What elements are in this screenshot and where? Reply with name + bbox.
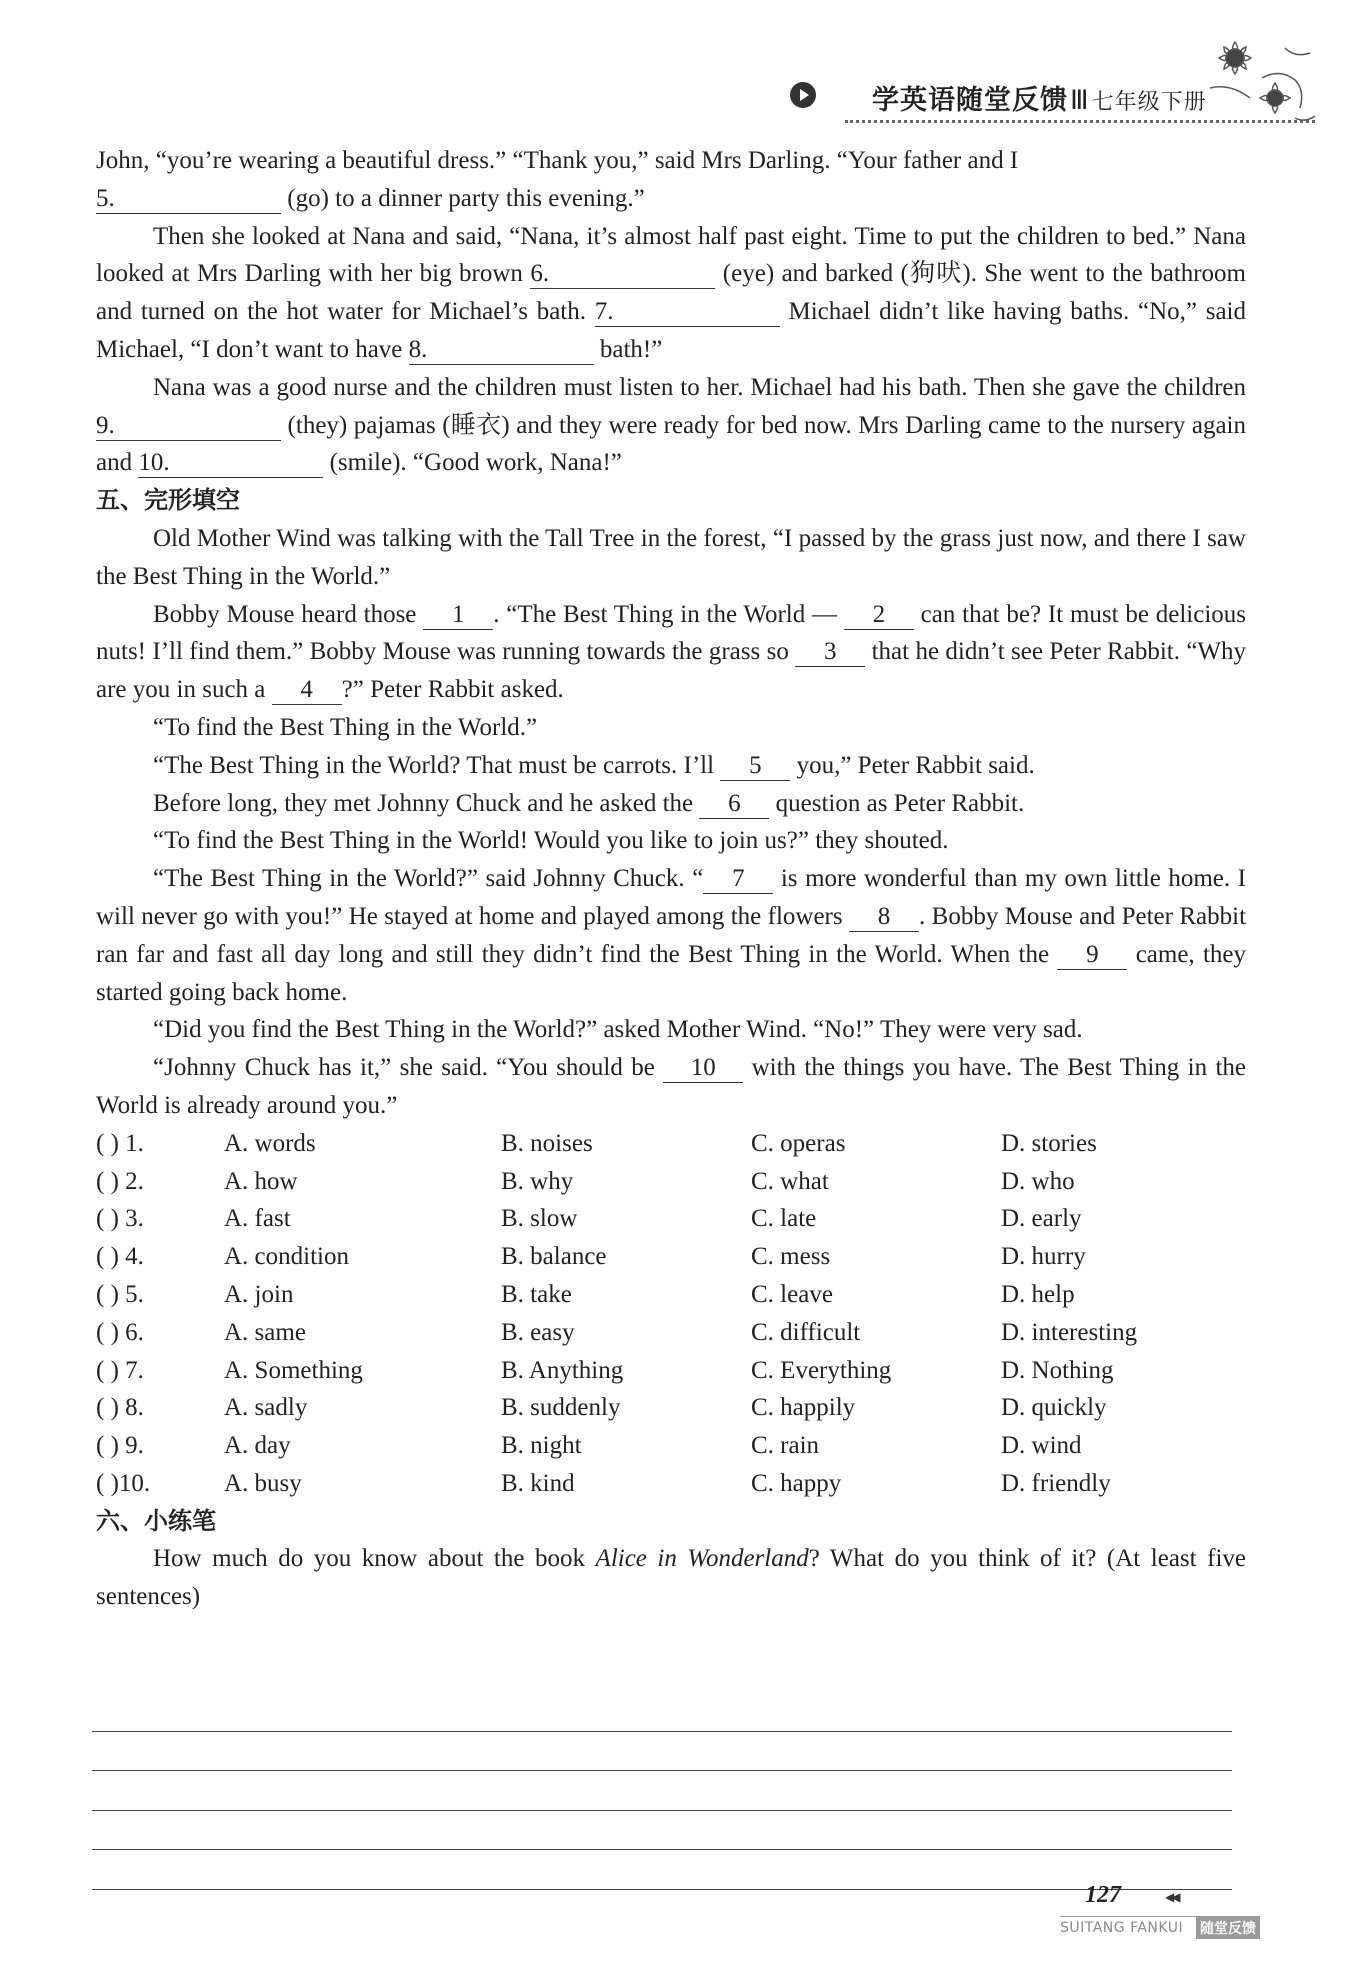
answer-slot[interactable]: ( ) 2. <box>96 1167 144 1195</box>
answer-slot[interactable]: ( ) 7. <box>96 1356 144 1384</box>
option-c[interactable]: C. happily <box>751 1394 856 1422</box>
option-d[interactable]: D. quickly <box>1001 1394 1107 1422</box>
section5-title: 五、完形填空 <box>96 486 240 515</box>
answer-slot[interactable]: ( ) 8. <box>96 1394 144 1422</box>
blank-6[interactable]: 6. <box>530 260 715 289</box>
cloze-blank-10[interactable]: 10 <box>663 1054 743 1083</box>
option-row-2 <box>96 1163 1246 1201</box>
option-a[interactable]: A. busy <box>224 1469 302 1497</box>
option-a[interactable]: A. how <box>224 1167 298 1195</box>
answer-slot[interactable]: ( ) 4. <box>96 1243 144 1271</box>
option-d[interactable]: D. help <box>1001 1280 1075 1308</box>
cloze-paragraph8: “Did you find the Best Thing in the World?” asked Mother Wind. “No!” They were very sad. <box>153 1016 1083 1044</box>
writing-line[interactable] <box>92 1811 1232 1851</box>
option-row-1 <box>96 1125 1246 1163</box>
option-b[interactable]: B. take <box>501 1280 572 1308</box>
blank-7[interactable]: 7. <box>595 298 780 327</box>
option-row-4 <box>96 1238 1246 1276</box>
passage4-paragraph2: Then she looked at Nana and said, “Nana, it’s almost half past eight. Time to put the children to bed.” Nana looked at Mrs Darling with her big brown 6. (eye) and barked (狗吠). She went to the bathroom and turned on the hot water for Michael’s bath. 7. Michael didn’t like having baths. “No,” said Michael, “I don’t want to have 8. bath!” <box>96 222 1247 363</box>
option-a[interactable]: A. condition <box>224 1243 349 1271</box>
option-row-8 <box>96 1389 1246 1427</box>
blank-8[interactable]: 8. <box>409 336 594 365</box>
option-d[interactable]: D. Nothing <box>1001 1356 1114 1384</box>
option-c[interactable]: C. happy <box>751 1469 842 1497</box>
cloze-blank-4[interactable]: 4 <box>272 676 342 705</box>
cloze-paragraph1: Old Mother Wind was talking with the Tall Tree in the forest, “I passed by the grass just now, and there I saw the Best Thing in the World.” <box>96 524 1246 590</box>
option-c[interactable]: C. Everything <box>751 1356 892 1384</box>
writing-line[interactable] <box>92 1732 1232 1772</box>
writing-area[interactable] <box>92 1692 1232 1890</box>
option-b[interactable]: B. noises <box>501 1129 593 1157</box>
writing-line[interactable] <box>92 1850 1232 1890</box>
option-b[interactable]: B. night <box>501 1432 582 1460</box>
cloze-blank-7[interactable]: 7 <box>703 865 773 894</box>
footer-english: SUITANG FANKUI <box>1060 1920 1184 1936</box>
cloze-paragraph6: “To find the Best Thing in the World! Would you like to join us?” they shouted. <box>153 827 949 855</box>
option-c[interactable]: C. late <box>751 1205 817 1233</box>
writing-prompt: How much do you know about the book Alice in Wonderland? What do you think of it? (At least five sentences) <box>96 1545 1246 1611</box>
option-d[interactable]: D. wind <box>1001 1432 1082 1460</box>
answer-slot[interactable]: ( ) 6. <box>96 1318 144 1346</box>
option-b[interactable]: B. why <box>501 1167 574 1195</box>
option-a[interactable]: A. Something <box>224 1356 363 1384</box>
option-row-5 <box>96 1276 1246 1314</box>
option-a[interactable]: A. sadly <box>224 1394 308 1422</box>
page-content <box>96 142 1246 1616</box>
writing-line[interactable] <box>92 1692 1232 1732</box>
answer-slot[interactable]: ( )10. <box>96 1469 151 1497</box>
blank-10[interactable]: 10. <box>138 449 323 478</box>
option-row-7 <box>96 1352 1246 1390</box>
cloze-blank-5[interactable]: 5 <box>720 752 790 781</box>
option-c[interactable]: C. what <box>751 1167 829 1195</box>
cloze-blank-6[interactable]: 6 <box>699 790 769 819</box>
cloze-paragraph9: “Johnny Chuck has it,” she said. “You should be 10 with the things you have. The Best Thing in the World is already around you.” <box>96 1054 1247 1119</box>
option-row-3 <box>96 1200 1246 1238</box>
passage4-line1: John, “you’re wearing a beautiful dress.” “Thank you,” said Mrs Darling. “Your father and I <box>96 147 1019 174</box>
option-c[interactable]: C. difficult <box>751 1318 861 1346</box>
book-title-italic: Alice in Wonderland <box>595 1545 809 1573</box>
option-a[interactable]: A. same <box>224 1318 306 1346</box>
option-d[interactable]: D. early <box>1001 1205 1082 1233</box>
cloze-blank-8[interactable]: 8 <box>849 903 919 932</box>
cloze-blank-9[interactable]: 9 <box>1057 941 1127 970</box>
option-d[interactable]: D. friendly <box>1001 1469 1111 1497</box>
book-title: 学英语随堂反馈Ⅲ七年级下册 <box>872 85 1207 116</box>
option-d[interactable]: D. interesting <box>1001 1318 1138 1346</box>
option-b[interactable]: B. easy <box>501 1318 575 1346</box>
option-c[interactable]: C. rain <box>751 1432 820 1460</box>
blank-5[interactable]: 5. <box>96 185 281 214</box>
cloze-options <box>96 1125 1246 1503</box>
cloze-blank-3[interactable]: 3 <box>795 638 865 667</box>
option-c[interactable]: C. leave <box>751 1280 833 1308</box>
footer-band <box>1060 1916 1260 1939</box>
option-d[interactable]: D. hurry <box>1001 1243 1086 1271</box>
cloze-blank-1[interactable]: 1 <box>423 601 493 630</box>
cloze-paragraph4: “The Best Thing in the World? That must be carrots. I’ll 5 you,” Peter Rabbit said. <box>153 751 1035 779</box>
option-a[interactable]: A. day <box>224 1432 291 1460</box>
double-arrow-left-icon: ◀◀ <box>1165 1890 1178 1904</box>
option-a[interactable]: A. join <box>224 1280 294 1308</box>
cloze-paragraph5: Before long, they met Johnny Chuck and he asked the 6 question as Peter Rabbit. <box>153 789 1025 817</box>
option-b[interactable]: B. Anything <box>501 1356 624 1384</box>
option-row-6 <box>96 1314 1246 1352</box>
option-a[interactable]: A. words <box>224 1129 316 1157</box>
play-icon <box>790 82 816 108</box>
answer-slot[interactable]: ( ) 9. <box>96 1432 144 1460</box>
option-b[interactable]: B. balance <box>501 1243 607 1271</box>
answer-slot[interactable]: ( ) 3. <box>96 1205 144 1233</box>
blank-9[interactable]: 9. <box>96 412 281 441</box>
answer-slot[interactable]: ( ) 1. <box>96 1129 144 1157</box>
option-b[interactable]: B. suddenly <box>501 1394 621 1422</box>
passage4-line2: 5. (go) to a dinner party this evening.” <box>96 184 645 212</box>
option-d[interactable]: D. stories <box>1001 1129 1097 1157</box>
option-row-10 <box>96 1465 1246 1503</box>
cloze-paragraph2: Bobby Mouse heard those 1 . “The Best Thing in the World — 2 can that be? It must be delicious nuts! I’ll find them.” Bobby Mouse was running towards the grass so 3 that he didn’t see Peter Rabbit. “Why are you in such a 4 ?” Peter Rabbit asked. <box>96 600 1247 704</box>
footer-chinese: 随堂反馈 <box>1196 1917 1260 1939</box>
passage4-paragraph3: Nana was a good nurse and the children must listen to her. Michael had his bath. Then she gave the children 9. (they) pajamas (睡衣) and they were ready for bed now. Mrs Darling came to the nursery again and 10. (smile). “Good work, Nana!” <box>96 373 1246 477</box>
option-c[interactable]: C. operas <box>751 1129 846 1157</box>
cloze-paragraph3: “To find the Best Thing in the World.” <box>153 713 538 741</box>
cloze-blank-2[interactable]: 2 <box>844 601 914 630</box>
option-b[interactable]: B. kind <box>501 1469 575 1497</box>
cloze-paragraph7: “The Best Thing in the World?” said Johnny Chuck. “ 7 is more wonderful than my own little home. I will never go with you!” He stayed at home and played among the flowers 8 . Bobby Mouse and Peter Rabbit ran far and fast all day long and still they didn’t find the Best Thing in the World. When the 9 came, they started going back home. <box>96 865 1247 1006</box>
page-number: 127 <box>1085 1882 1121 1908</box>
answer-slot[interactable]: ( ) 5. <box>96 1280 144 1308</box>
option-d[interactable]: D. who <box>1001 1167 1075 1195</box>
option-c[interactable]: C. mess <box>751 1243 831 1271</box>
option-a[interactable]: A. fast <box>224 1205 291 1233</box>
writing-line[interactable] <box>92 1771 1232 1811</box>
option-row-9 <box>96 1427 1246 1465</box>
option-b[interactable]: B. slow <box>501 1205 578 1233</box>
flower-decoration-icon <box>1200 28 1320 138</box>
section6-title: 六、小练笔 <box>96 1506 216 1535</box>
